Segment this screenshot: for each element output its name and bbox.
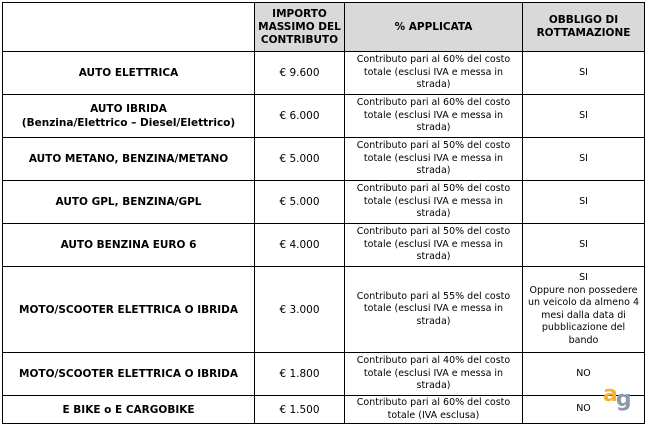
vehicle-label: AUTO METANO, BENZINA/METANO (28, 153, 229, 165)
logo-letter-g: g (615, 387, 630, 412)
amount-cell: € 6.000 (255, 95, 345, 138)
header-blank-cell (3, 3, 255, 52)
amount-cell: € 4.000 (255, 224, 345, 267)
header-amount: IMPORTO MASSIMO DEL CONTRIBUTO (255, 3, 345, 52)
amount-cell: € 3.000 (255, 267, 345, 353)
percent-cell: Contributo pari al 50% del costo totale (esclusi IVA e messa in strada) (345, 224, 523, 267)
vehicle-cell (3, 181, 255, 224)
vehicle-label: AUTO GPL, BENZINA/GPL (55, 196, 202, 208)
vehicle-label: MOTO/SCOOTER ELETTRICA O IBRIDA (19, 303, 238, 316)
percent-cell: Contributo pari al 50% del costo totale (esclusi IVA e messa in strada) (345, 138, 523, 181)
amount-cell: € 5.000 (255, 138, 345, 181)
table-row (3, 95, 645, 138)
table-row (3, 353, 645, 396)
vehicle-label: E BIKE o E CARGOBIKE (62, 403, 195, 416)
obligation-cell: NO (523, 353, 645, 396)
vehicle-cell (3, 396, 255, 424)
percent-cell: Contributo pari al 60% del costo totale (esclusi IVA e messa in strada) (345, 52, 523, 95)
obligation-cell: SI (523, 138, 645, 181)
header-row (3, 3, 645, 52)
table-row (3, 396, 645, 424)
header-percent: % APPLICATA (345, 3, 523, 52)
table-row (3, 224, 645, 267)
vehicle-label: AUTO ELETTRICA (78, 67, 179, 79)
table-row (3, 138, 645, 181)
incentives-table (2, 2, 645, 424)
amount-cell: € 1.800 (255, 353, 345, 396)
obligation-cell: NO (523, 396, 645, 424)
obligation-value: SI (579, 272, 588, 283)
percent-cell: Contributo pari al 60% del costo totale (IVA esclusa) (345, 396, 523, 424)
amount-cell: € 1.500 (255, 396, 345, 424)
vehicle-cell (3, 95, 255, 138)
obligation-cell: SI (523, 224, 645, 267)
obligation-cell: SI (523, 181, 645, 224)
amount-cell: € 9.600 (255, 52, 345, 95)
obligation-cell: SI (523, 52, 645, 95)
vehicle-cell (3, 267, 255, 353)
table-row (3, 267, 645, 353)
vehicle-cell (3, 138, 255, 181)
vehicle-sublabel: (Benzina/Elettrico – Diesel/Elettrico) (21, 117, 236, 129)
obligation-note: Oppure non possedere un veicolo da almeno 4 mesi dalla data di pubblicazione del bando (527, 284, 639, 346)
percent-cell: Contributo pari al 50% del costo totale (esclusi IVA e messa in strada) (345, 181, 523, 224)
vehicle-cell (3, 353, 255, 396)
obligation-cell: SI (523, 95, 645, 138)
vehicle-label: AUTO BENZINA EURO 6 (60, 239, 197, 251)
vehicle-label: MOTO/SCOOTER ELETTRICA O IBRIDA (19, 368, 238, 380)
header-obligation: OBBLIGO DI ROTTAMAZIONE (523, 3, 645, 52)
table-row (3, 52, 645, 95)
logo-letter-a: a (603, 382, 616, 407)
obligation-cell (523, 267, 645, 353)
vehicle-label: AUTO IBRIDA (90, 103, 167, 115)
percent-cell: Contributo pari al 55% del costo totale (esclusi IVA e messa in strada) (345, 267, 523, 353)
amount-cell: € 5.000 (255, 181, 345, 224)
percent-cell: Contributo pari al 40% del costo totale (esclusi IVA e messa in strada) (345, 353, 523, 396)
table-row (3, 181, 645, 224)
ag-logo-icon (603, 384, 637, 412)
vehicle-cell (3, 224, 255, 267)
vehicle-cell (3, 52, 255, 95)
percent-cell: Contributo pari al 60% del costo totale (esclusi IVA e messa in strada) (345, 95, 523, 138)
